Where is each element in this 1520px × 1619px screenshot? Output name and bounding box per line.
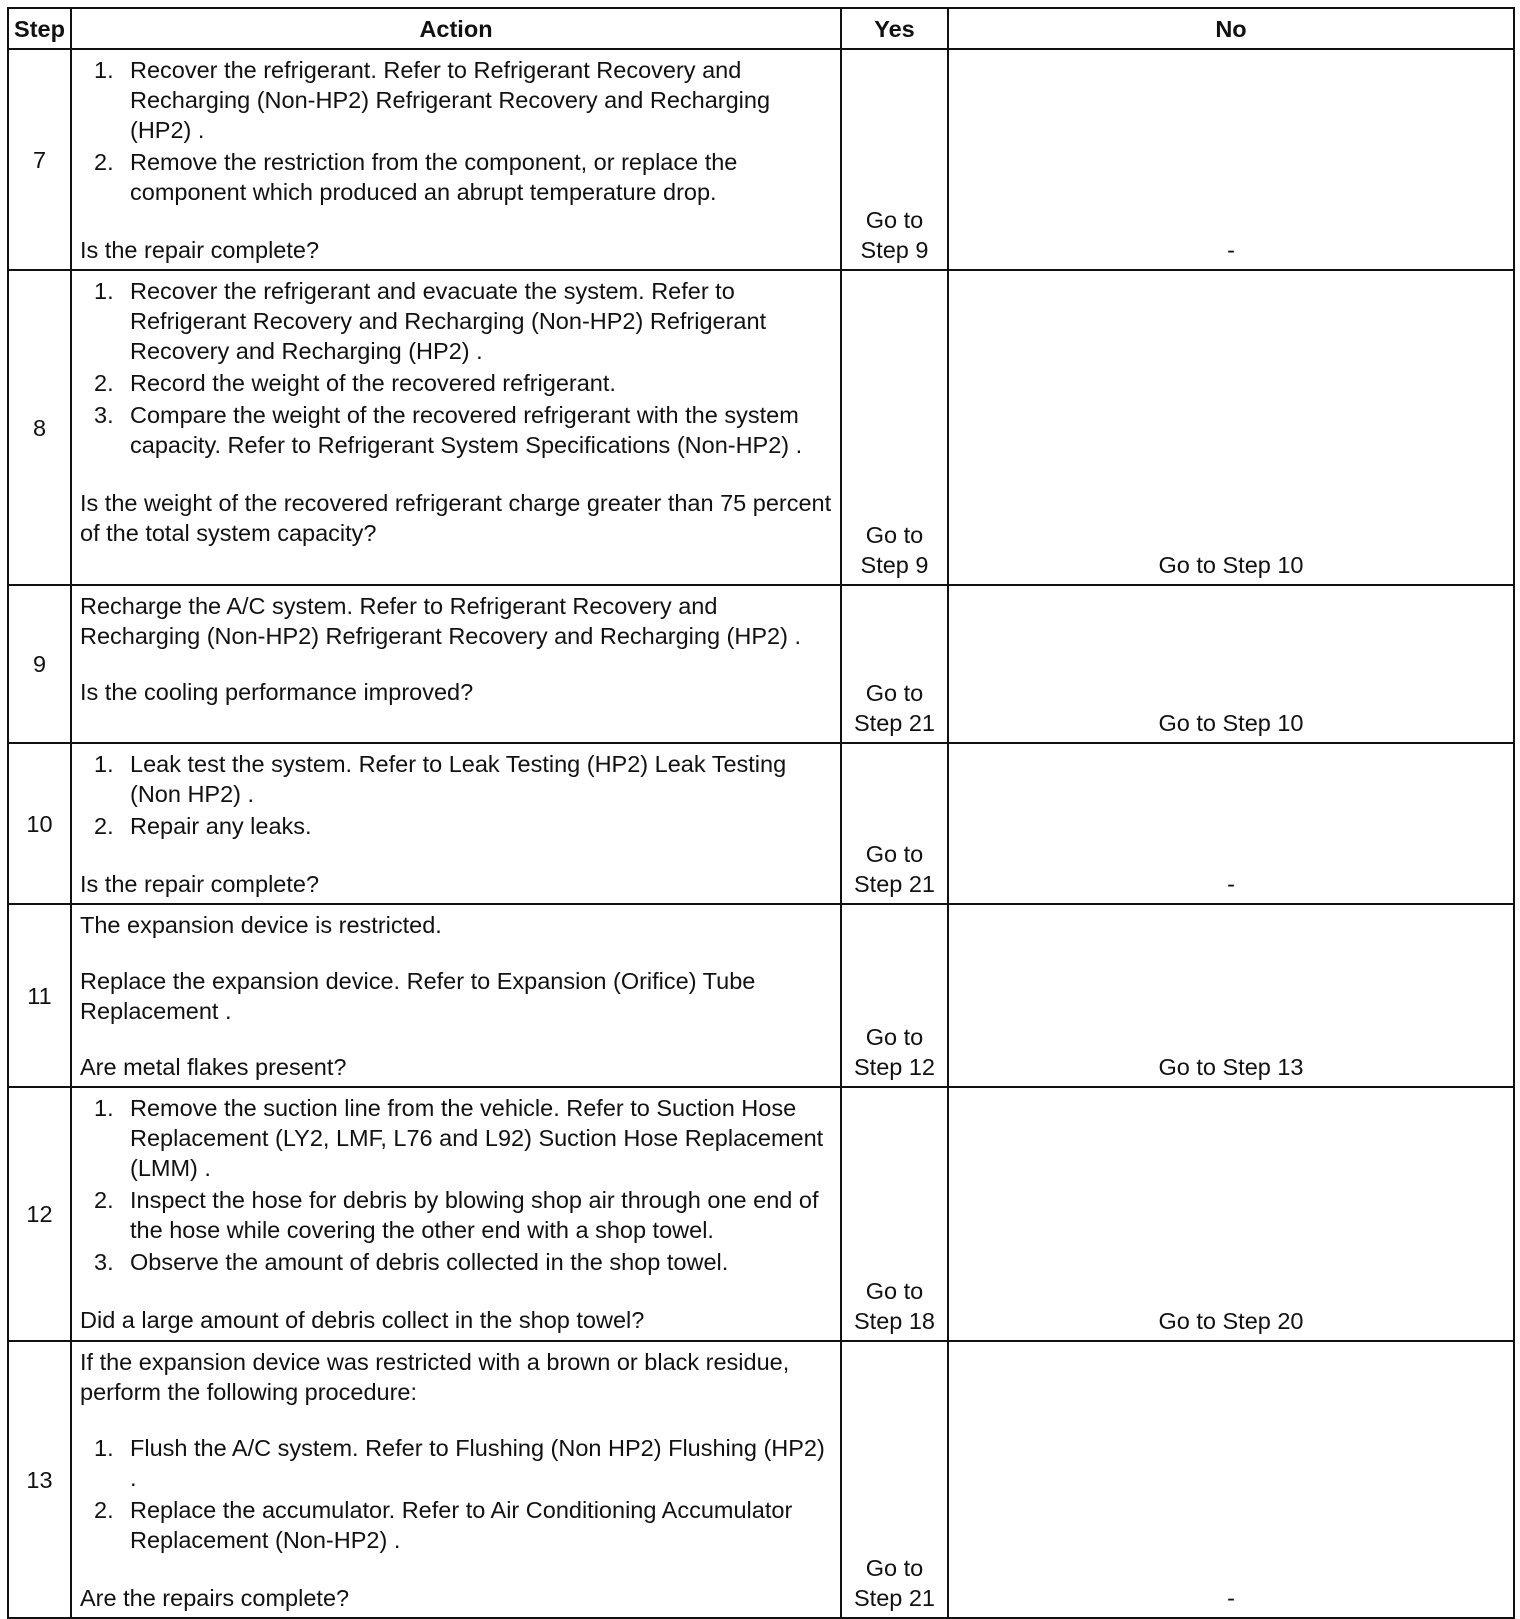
question-text: Is the cooling performance improved? — [80, 679, 474, 705]
no-cell: Go to Step 20 — [948, 1087, 1514, 1341]
action-cell — [71, 585, 841, 743]
intro-text-2: Replace the expansion device. Refer to Expansion (Orifice) Tube Replacement . — [80, 968, 756, 1024]
list-item: 1. Leak test the system. Refer to Leak Testing (HP2) Leak Testing (Non HP2) . — [94, 751, 787, 807]
action-list — [80, 55, 836, 207]
diagnostic-table — [7, 7, 1515, 1619]
table-row — [8, 49, 1514, 270]
table-row — [8, 1341, 1514, 1618]
no-cell: - — [948, 49, 1514, 270]
yes-cell: Go to Step 9 — [841, 49, 948, 270]
action-list — [80, 749, 836, 841]
step-number: 10 — [8, 743, 71, 904]
no-cell: Go to Step 10 — [948, 270, 1514, 585]
action-list — [80, 1433, 836, 1555]
question-text: Is the repair complete? — [80, 871, 320, 897]
table-row — [8, 1087, 1514, 1341]
yes-cell: Go to Step 12 — [841, 904, 948, 1087]
list-item: 1. Remove the suction line from the vehicle. Refer to Suction Hose Replacement (LY2, LMF, L76 and L92) Suction Hose Replacement (LMM) . — [94, 1095, 824, 1181]
step-number: 9 — [8, 585, 71, 743]
step-number: 13 — [8, 1341, 71, 1618]
action-cell — [71, 1341, 841, 1618]
step-number: 12 — [8, 1087, 71, 1341]
action-cell — [71, 1087, 841, 1341]
no-cell: - — [948, 1341, 1514, 1618]
header-yes: Yes — [841, 8, 948, 49]
intro-text: The expansion device is restricted. — [80, 912, 442, 938]
list-item: 2. Repair any leaks. — [94, 813, 312, 839]
list-item: 3. Observe the amount of debris collected in the shop towel. — [94, 1249, 729, 1275]
action-cell — [71, 743, 841, 904]
table-row — [8, 743, 1514, 904]
action-cell — [71, 49, 841, 270]
yes-cell: Go to Step 9 — [841, 270, 948, 585]
action-cell — [71, 904, 841, 1087]
list-item: 2. Record the weight of the recovered refrigerant. — [94, 370, 616, 396]
no-cell: Go to Step 10 — [948, 585, 1514, 743]
yes-cell: Go to Step 21 — [841, 585, 948, 743]
list-item: 1. Recover the refrigerant and evacuate the system. Refer to Refrigerant Recovery and Recharging (Non-HP2) Refrigerant Recovery and Recharging (HP2) . — [94, 278, 767, 364]
yes-cell: Go to Step 18 — [841, 1087, 948, 1341]
action-cell — [71, 270, 841, 585]
table-row — [8, 270, 1514, 585]
header-row — [8, 8, 1514, 49]
yes-cell: Go to Step 21 — [841, 743, 948, 904]
step-number: 8 — [8, 270, 71, 585]
header-action: Action — [71, 8, 841, 49]
action-list — [80, 276, 836, 460]
question-text: Are metal flakes present? — [80, 1054, 347, 1080]
action-list — [80, 1093, 836, 1277]
intro-text: If the expansion device was restricted with a brown or black residue, perform the following procedure: — [80, 1349, 790, 1405]
question-text: Did a large amount of debris collect in the shop towel? — [80, 1307, 645, 1333]
step-number: 11 — [8, 904, 71, 1087]
question-text: Is the repair complete? — [80, 237, 320, 263]
question-text: Are the repairs complete? — [80, 1585, 350, 1611]
list-item: 3. Compare the weight of the recovered refrigerant with the system capacity. Refer to Refrigerant System Specifications (Non-HP2) . — [94, 402, 803, 458]
list-item: 2. Replace the accumulator. Refer to Air Conditioning Accumulator Replacement (Non-HP2) . — [94, 1497, 793, 1553]
yes-cell: Go to Step 21 — [841, 1341, 948, 1618]
table-row — [8, 585, 1514, 743]
intro-text: Recharge the A/C system. Refer to Refrigerant Recovery and Recharging (Non-HP2) Refrigerant Recovery and Recharging (HP2) . — [80, 593, 801, 649]
list-item: 1. Flush the A/C system. Refer to Flushing (Non HP2) Flushing (HP2) . — [94, 1435, 825, 1491]
table-row — [8, 904, 1514, 1087]
list-item: 2. Inspect the hose for debris by blowing shop air through one end of the hose while covering the other end with a shop towel. — [94, 1187, 819, 1243]
list-item: 1. Recover the refrigerant. Refer to Refrigerant Recovery and Recharging (Non-HP2) Refrigerant Recovery and Recharging (HP2) . — [94, 57, 771, 143]
question-text: Is the weight of the recovered refrigerant charge greater than 75 percent of the total system capacity? — [80, 490, 832, 546]
header-step: Step — [8, 8, 71, 49]
no-cell: Go to Step 13 — [948, 904, 1514, 1087]
step-number: 7 — [8, 49, 71, 270]
header-no: No — [948, 8, 1514, 49]
list-item: 2. Remove the restriction from the component, or replace the component which produced an abrupt temperature drop. — [94, 149, 738, 205]
no-cell: - — [948, 743, 1514, 904]
